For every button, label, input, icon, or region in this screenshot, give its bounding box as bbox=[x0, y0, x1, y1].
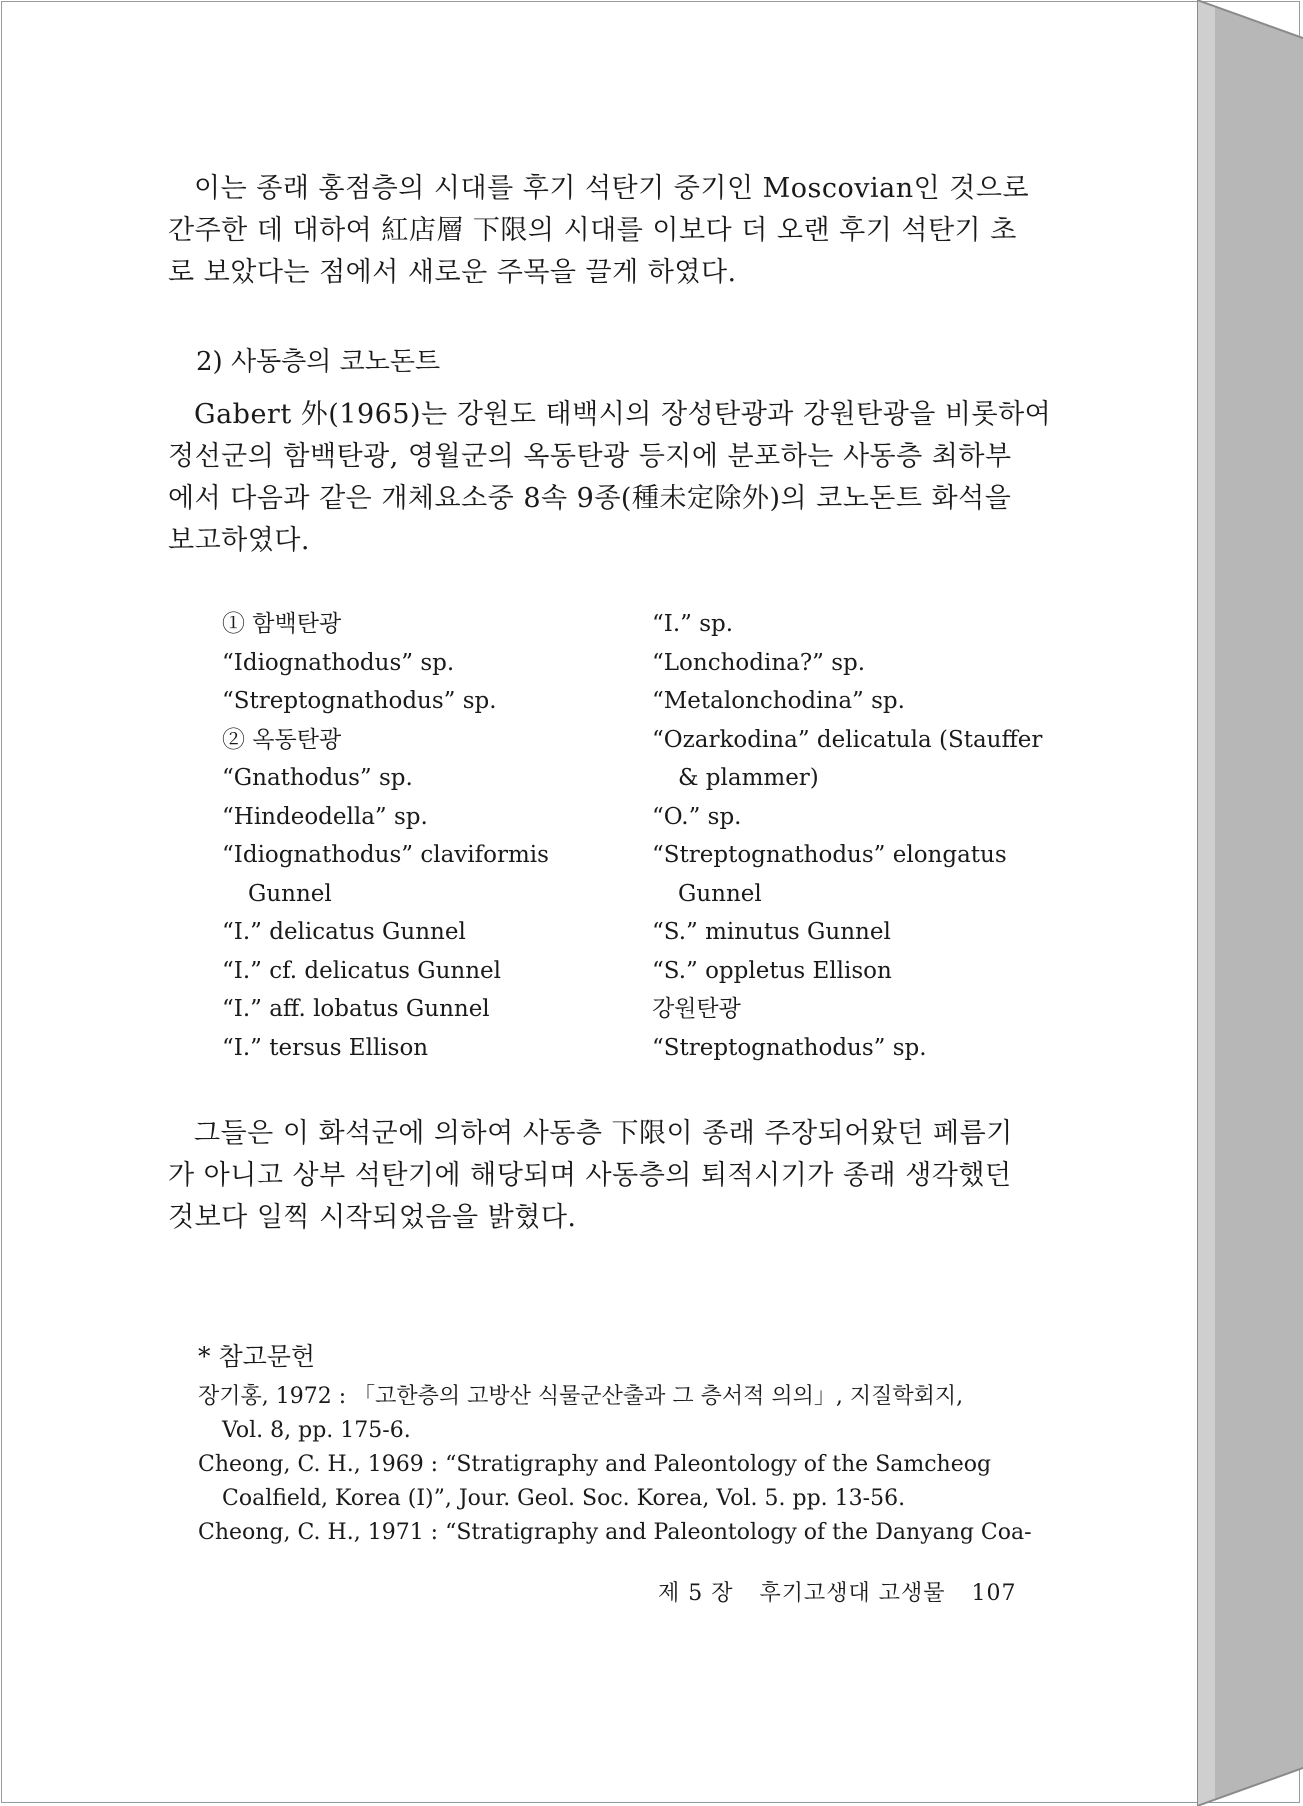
reference-line: Cheong, C. H., 1969 : “Stratigraphy and Paleontology of the Samcheog bbox=[198, 1452, 992, 1477]
intro-paragraph bbox=[168, 168, 1036, 294]
page-footer bbox=[658, 1579, 1035, 1609]
text-line: Gabert 外(1965)는 강원도 태백시의 장성탄광과 강원탄광을 비롯하여 bbox=[194, 399, 1052, 430]
reference-entry bbox=[198, 1516, 1038, 1550]
text-line: 로 보았다는 점에서 새로운 주목을 끌게 하였다. bbox=[168, 257, 737, 288]
mine-heading: ② 옥동탄광 bbox=[222, 726, 342, 753]
text-line: 것보다 일찍 시작되었음을 밝혔다. bbox=[168, 1202, 577, 1233]
text-line: 보고하였다. bbox=[168, 525, 310, 556]
conclusion-paragraph bbox=[168, 1113, 1036, 1239]
species-entry: “Lonchodina?” sp. bbox=[652, 649, 866, 676]
species-entry: “Ozarkodina” delicatula (Stauffer bbox=[652, 726, 1043, 753]
reference-line: Cheong, C. H., 1971 : “Stratigraphy and Paleontology of the Danyang Coa- bbox=[198, 1520, 1032, 1545]
text-line: 정선군의 함백탄광, 영월군의 옥동탄광 등지에 분포하는 사동층 최하부 bbox=[168, 441, 1012, 472]
text-line: 가 아니고 상부 석탄기에 해당되며 사동층의 퇴적시기가 종래 생각했던 bbox=[168, 1160, 1012, 1191]
section-heading: 2) 사동층의 코노돈트 bbox=[196, 347, 441, 377]
species-entry: “Streptognathodus” sp. bbox=[222, 688, 497, 714]
species-entry: Gunnel bbox=[678, 880, 762, 907]
species-entry: & plammer) bbox=[678, 765, 819, 791]
species-entry: “Idiognathodus” sp. bbox=[222, 649, 455, 676]
text-line: 간주한 데 대하여 紅店層 下限의 시대를 이보다 더 오랜 후기 석탄기 초 bbox=[168, 215, 1017, 246]
species-entry: “S.” oppletus Ellison bbox=[652, 957, 892, 984]
mine-heading: ① 함백탄광 bbox=[222, 611, 342, 637]
species-entry: “Streptognathodus” sp. bbox=[652, 1034, 927, 1061]
species-entry: “S.” minutus Gunnel bbox=[652, 919, 891, 945]
species-entry: “Streptognathodus” elongatus bbox=[652, 842, 1007, 868]
references-heading: * 참고문헌 bbox=[198, 1342, 316, 1371]
species-list-right bbox=[652, 605, 1042, 1067]
species-entry: “I.” cf. delicatus Gunnel bbox=[222, 957, 502, 984]
references-section bbox=[198, 1340, 1038, 1550]
species-entry: “I.” aff. lobatus Gunnel bbox=[222, 996, 490, 1022]
reference-entry bbox=[198, 1448, 1038, 1516]
reference-line: Coalfield, Korea (Ⅰ)”, Jour. Geol. Soc. Korea, Vol. 5. pp. 13-56. bbox=[222, 1486, 906, 1511]
species-entry: “I.” delicatus Gunnel bbox=[222, 919, 466, 945]
species-entry: “I.” sp. bbox=[652, 611, 734, 637]
species-entry: “O.” sp. bbox=[652, 803, 742, 830]
species-entry: “Hindeodella” sp. bbox=[222, 803, 428, 830]
species-list-left bbox=[222, 605, 549, 1067]
reference-line: 장기홍, 1972 : 「고한층의 고방산 식물군산출과 그 층서적 의의」, 지질학회지, bbox=[198, 1384, 964, 1409]
species-entry: “I.” tersus Ellison bbox=[222, 1034, 429, 1061]
text-line: 이는 종래 홍점층의 시대를 후기 석탄기 중기인 Moscovian인 것으로 bbox=[194, 173, 1030, 204]
footer-chapter: 제 5 장 bbox=[658, 1581, 734, 1606]
page-number: 107 bbox=[971, 1581, 1017, 1606]
species-entry: Gunnel bbox=[248, 880, 332, 907]
footer-title: 후기고생대 고생물 bbox=[759, 1581, 946, 1606]
section-paragraph bbox=[168, 394, 1052, 562]
species-entry: “Gnathodus” sp. bbox=[222, 765, 413, 791]
text-line: 그들은 이 화석군에 의하여 사동층 下限이 종래 주장되어왔던 페름기 bbox=[194, 1118, 1013, 1149]
reference-line: Vol. 8, pp. 175-6. bbox=[222, 1418, 411, 1443]
text-line: 에서 다음과 같은 개체요소중 8속 9종(種未定除外)의 코노돈트 화석을 bbox=[168, 483, 1012, 514]
reference-entry bbox=[198, 1380, 1038, 1448]
species-entry: “Idiognathodus” claviformis bbox=[222, 842, 549, 868]
species-entry: “Metalonchodina” sp. bbox=[652, 688, 905, 714]
book-spine bbox=[1197, 0, 1303, 1806]
mine-heading: 강원탄광 bbox=[652, 996, 741, 1022]
